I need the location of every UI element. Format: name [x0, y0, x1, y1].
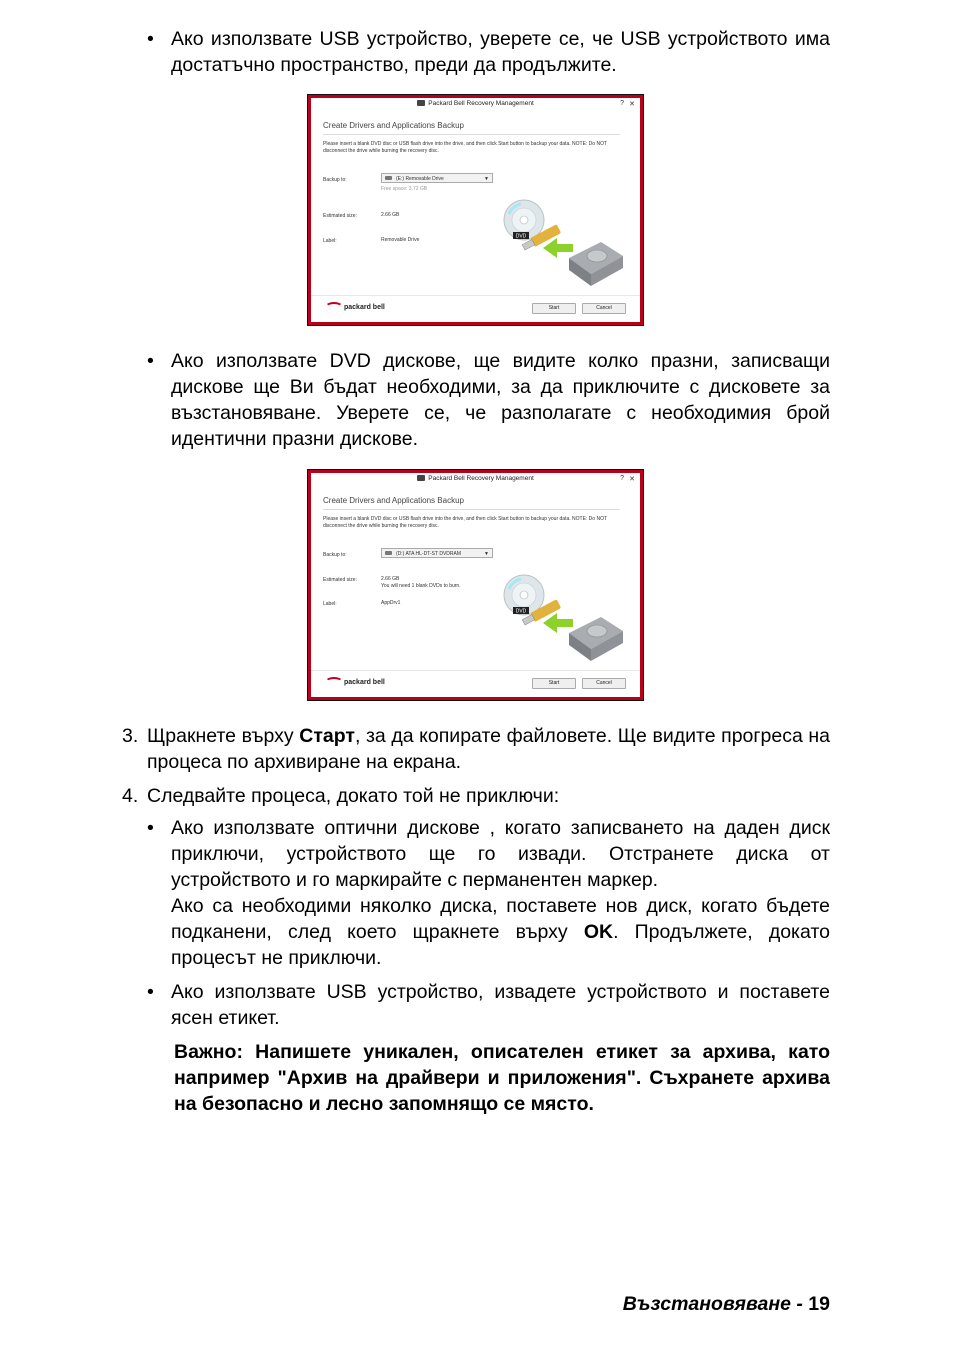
close-button[interactable]: ✕ — [629, 101, 635, 108]
cancel-button[interactable]: Cancel — [582, 303, 626, 314]
app-logo-icon — [417, 100, 425, 106]
packard-bell-logo: packard bell — [325, 677, 385, 687]
screenshot-dvd-backup — [307, 469, 644, 701]
ok-emphasis: OK — [583, 921, 614, 943]
dvd-drive-icon — [385, 551, 392, 555]
bullet-marker: • — [147, 350, 154, 372]
bullet-usb-space: Ако използвате USB устройство, уверете се, че USB устройството има достатъчно пространство, преди да продължите. — [171, 28, 830, 76]
arrow-left-icon — [543, 613, 573, 633]
free-space-text: Free space: 3.72 GB — [381, 186, 428, 192]
close-button[interactable]: ✕ — [629, 476, 635, 483]
important-note: Важно: Напишете уникален, описателен етикет за архива, като например "Архив на драйвери и приложения". Съхранете архива на безопасно и лесно запомнящо се място. — [174, 1041, 830, 1115]
bullet-dvd-blank: Ако използвате DVD дискове, ще видите колко празни, записващи дискове ще Ви бъдат необходими, за да приключите с дисковете за възстановяване. Уверете се, че разполагате с необходимия брой идентични празни дискове. — [171, 350, 830, 450]
window-titlebar — [311, 98, 640, 112]
estimated-size-value: 2.66 GB — [381, 576, 400, 582]
dialog-footer — [311, 295, 640, 322]
packard-bell-logo: packard bell — [325, 302, 385, 312]
cancel-button[interactable]: Cancel — [582, 678, 626, 689]
start-button[interactable]: Start — [532, 303, 576, 314]
page-footer — [623, 1291, 830, 1317]
dialog-footer — [311, 670, 640, 697]
window-titlebar — [311, 473, 640, 487]
backup-to-label: Backup to: — [323, 552, 347, 558]
bullet-optical: Ако използвате оптични дискове , когато записването на даден диск приключи, устройството ще го извади. Отстранете диска от устройството и го маркирайте с перманентен маркер. — [171, 817, 830, 891]
selected-drive: (E:) Removable Drive — [396, 176, 444, 182]
removable-drive-icon — [385, 176, 392, 180]
label-value: Removable Drive — [381, 237, 420, 243]
disc-usb-to-hdd-illustration — [499, 573, 629, 663]
bullet-marker: • — [147, 981, 154, 1003]
bullet-marker: • — [147, 28, 154, 50]
start-emphasis: Старт — [299, 725, 355, 747]
arrow-left-icon — [543, 238, 573, 258]
step-4-text: Следвайте процеса, докато той не приключи: — [147, 785, 560, 807]
blank-discs-note: You will need 1 blank DVDs to burn. — [381, 583, 461, 589]
bullet-optical-continued: Ако са необходими няколко диска, поставете нов диск, когато бъдете подканени, след което щракнете върху OK. Продължете, докато процесът не приключи. — [171, 895, 830, 969]
estimated-size-value: 2.66 GB — [381, 212, 400, 218]
help-button[interactable]: ? — [620, 475, 624, 482]
chevron-down-icon: ▼ — [484, 176, 489, 182]
step-number: 4. — [122, 785, 139, 807]
section-name: Възстановяване - — [622, 1293, 803, 1315]
disc-usb-to-hdd-illustration — [499, 198, 629, 288]
recovery-window — [311, 473, 640, 697]
window-title: Packard Bell Recovery Management — [428, 100, 534, 107]
page-number: 19 — [808, 1293, 830, 1315]
dialog-heading: Create Drivers and Applications Backup — [323, 496, 464, 505]
estimated-size-label: Estimated size: — [323, 213, 357, 219]
app-logo-icon — [417, 475, 425, 481]
selected-drive: (D:) ATA HL-DT-ST DVDRAM — [396, 551, 462, 557]
bullet-marker: • — [147, 817, 154, 839]
instructions-text: Please insert a blank DVD disc or USB flash drive into the drive, and then click Start button to backup your data. NOTE: Do NOT disconnect the drive while burning the recovery disc. — [323, 141, 607, 154]
estimated-size-label: Estimated size: — [323, 577, 357, 583]
recovery-window — [311, 98, 640, 322]
hard-drive-icon — [569, 242, 623, 286]
label-value: AppDrv1 — [381, 600, 401, 606]
label-label: Label: — [323, 238, 337, 244]
screenshot-usb-backup — [307, 94, 644, 326]
chevron-down-icon: ▼ — [484, 551, 489, 557]
svg-text:DVD: DVD — [515, 233, 527, 240]
backup-to-label: Backup to: — [323, 177, 347, 183]
divider — [323, 509, 620, 510]
step-number: 3. — [122, 725, 139, 747]
label-label: Label: — [323, 601, 337, 607]
instructions-text: Please insert a blank DVD disc or USB flash drive into the drive, and then click Start button to backup your data. NOTE: Do NOT disconnect the drive while burning the recovery disc. — [323, 516, 607, 529]
divider — [323, 134, 620, 135]
step-3-text: Щракнете върху Старт, за да копирате файловете. Ще видите прогреса на процеса по архивиране на екрана. — [147, 725, 830, 773]
backup-target-select[interactable] — [381, 548, 493, 558]
backup-target-select[interactable] — [381, 173, 493, 183]
start-button[interactable]: Start — [532, 678, 576, 689]
bullet-usb-remove: Ако използвате USB устройство, извадете устройството и поставете ясен етикет. — [171, 981, 830, 1029]
svg-text:DVD: DVD — [515, 608, 527, 615]
window-title: Packard Bell Recovery Management — [428, 475, 534, 482]
help-button[interactable]: ? — [620, 100, 624, 107]
dialog-heading: Create Drivers and Applications Backup — [323, 121, 464, 130]
hard-drive-icon — [569, 617, 623, 661]
